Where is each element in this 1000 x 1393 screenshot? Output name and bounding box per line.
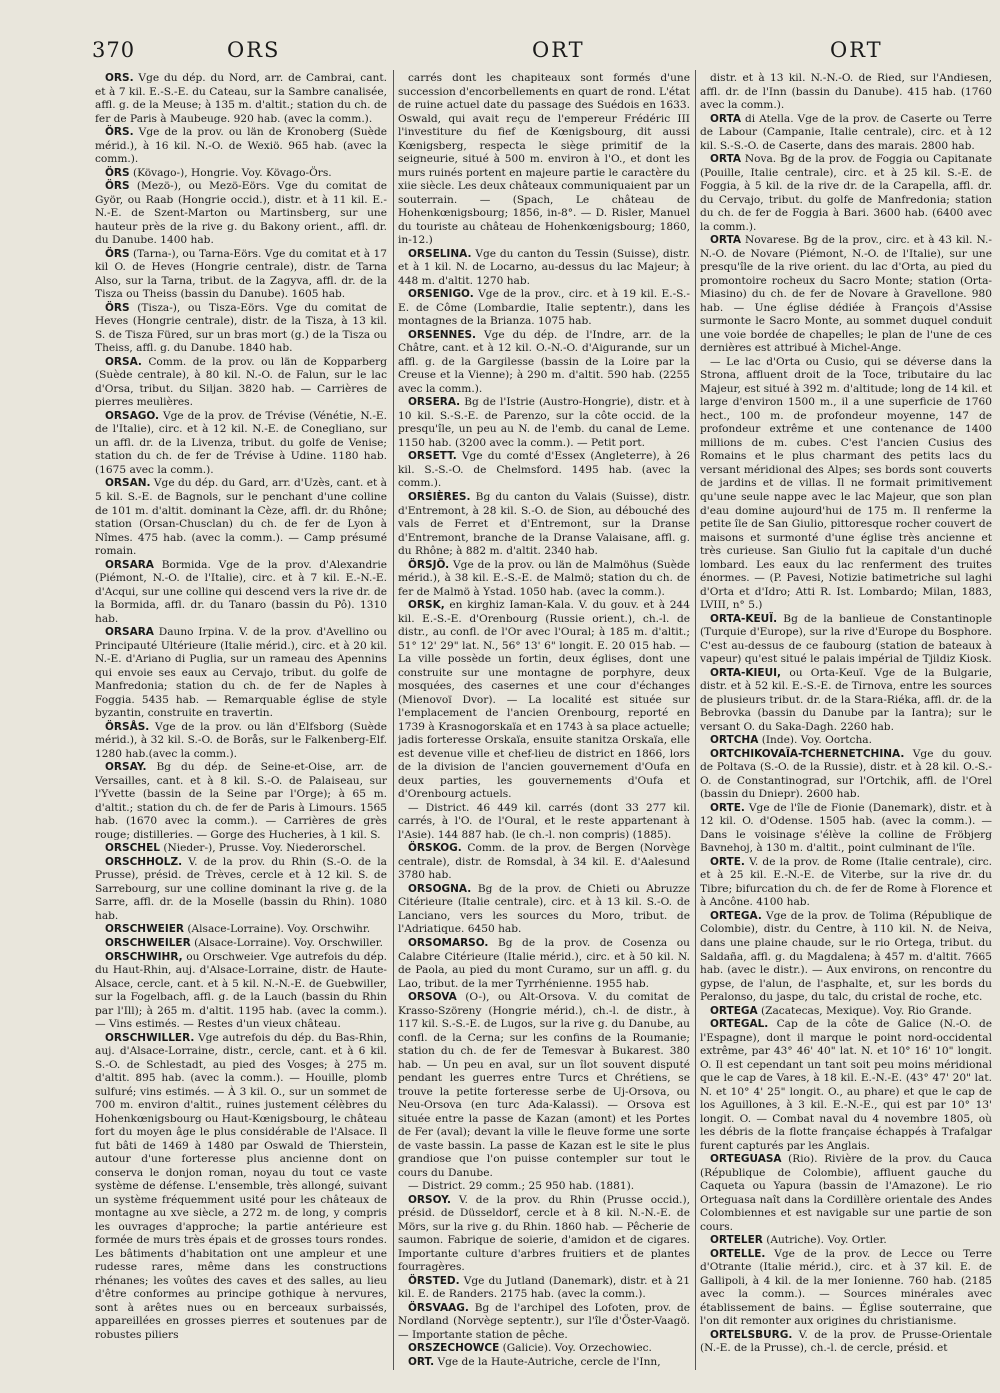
entry-text: (Tisza-), ou Tisza-Eörs. Vge du comitat de Heves (Hongrie centrale), distr. de la Tisza, à 13 kil. S. de Tisza Füred, sur un bras mort (g.) de la Tisza ou Theiss, affl. g. du Danube. 1840 hab.	[95, 301, 387, 355]
entry-text: (Galicie). Voy. Orzechowiec.	[502, 1342, 652, 1355]
entry-headword: ORSCHWILLER.	[105, 1031, 195, 1044]
dictionary-entry	[398, 599, 690, 802]
dictionary-entry	[700, 153, 992, 234]
dictionary-entry	[700, 356, 992, 613]
entry-text: (Nieder-), Prusse. Voy. Niederorschel.	[163, 842, 366, 855]
entry-headword: ORSA.	[105, 355, 142, 368]
dictionary-entry	[398, 1342, 690, 1356]
dictionary-entry	[700, 1018, 992, 1153]
dictionary-entry	[95, 951, 387, 1032]
dictionary-entry	[95, 721, 387, 762]
entry-text: (Zacatecas, Mexique). Voy. Rio Grande.	[761, 1004, 972, 1017]
entry-headword: ÖRSÅS.	[105, 720, 150, 733]
entry-headword: ORTE.	[710, 801, 745, 814]
entry-text: Vge de la prov. de Trévise (Vénétie, N.-E. de l'Italie), circ. et à 12 kil. N.-E. de Conegliano, sur un affl. dr. de la Livenza, tribut. du golfe de Venise; station du ch. de fer de Trévise à Udine. 1180 hab. (1675 avec la comm.).	[95, 409, 387, 476]
entry-headword: ORSK,	[408, 599, 445, 612]
dictionary-entry	[398, 842, 690, 883]
dictionary-entry	[398, 288, 690, 329]
entry-headword: ORSOGNA.	[408, 882, 472, 895]
dictionary-entry	[700, 1248, 992, 1329]
entry-text: (Alsace-Lorraine). Voy. Orschwihr.	[187, 923, 371, 936]
entry-text: Vge du dép. du Gard, arr. d'Uzès, cant. et à 5 kil. S.-E. de Bagnols, sur le penchant d'une colline de 101 m. d'altit. dominant la Cèze, affl. dr. du Rhône; station (Orsan-Chusclan) du ch. de fer de Lyon à Nîmes. 475 hab. (avec la comm.). — Camp présumé romain.	[95, 477, 387, 558]
entry-headword: ORSCHWEIER	[105, 923, 184, 936]
entry-headword: ORSETT.	[408, 450, 457, 463]
entry-text: Bg de la prov. de Cosenza ou Calabre Citérieure (Italie mérid.), circ. et à 50 kil. N. de Paola, au pied du mont Curamo, sur un affl. g. du Lao, tribut. de la mer Tyrrhénienne. 1955 hab.	[398, 937, 690, 990]
entry-headword: ORSELINA.	[408, 247, 472, 260]
entry-headword: ÖRSJÖ.	[408, 558, 450, 571]
entry-text: Vge de la Haute-Autriche, cercle de l'Inn,	[437, 1355, 661, 1368]
entry-headword: ÖRS	[105, 247, 130, 260]
entry-text: Vge autrefois du dép. du Bas-Rhin, auj. d'Alsace-Lorraine, distr., cercle, cant. et à 6 kil. S.-O. de Schlestadt, au pied des Vosges; à 275 m. d'altit. 895 hab. (avec la comm.). — Houille, plomb sulfuré; vins estimés. — À 3 kil. O., sur un sommet de 700 m. environ d'altit., ruines justement célèbres du Hohenkœnigsbourg ou Haut-Kœnigsbourg, le château fort du moyen âge le plus considérable de l'Alsace. Il fut bâti de 1469 à 1480 par Oswald de Thierstein, autour d'une forteresse plus ancienne dont on conserva le donjon roman, noyau du tout ce vaste système de défense. L'ensemble, très allongé, suivant un système fréquemment usité pour les châteaux de montagne au xve siècle, a 272 m. de long, y compris les ouvrages d'approche; la partie antérieure est formée de murs très épais et de grosses tours rondes. Les bâtiments d'habitation ont une ampleur et une rudesse rares, même dans les constructions rhénanes; les voûtes des caves et des salles, au lieu d'être conformes au principe gothique à nervures, sont à arêtes nues ou en berceaux surbaissés, appareillées en grosses pierres et soutenues par de robustes piliers	[95, 1031, 387, 1341]
entry-headword: ORTEGA	[710, 1004, 758, 1017]
dictionary-entry	[95, 559, 387, 627]
entry-headword: ORSOVA	[408, 991, 457, 1004]
entry-text: Vge de la prov. de Lecce ou Terre d'Otrante (Italie mérid.), circ. et à 37 kil. E. de Gallipoli, à 4 kil. de la mer Ionienne. 760 hab. (2185 avec la comm.). — Sources minérales avec établissement de bains. — Église souterraine, que l'on dit remonter aux origines du christianisme.	[700, 1247, 992, 1328]
dictionary-entry	[398, 1356, 690, 1370]
entry-headword: ORTA	[710, 153, 742, 166]
entry-headword: ORSCHHOLZ.	[105, 855, 183, 868]
entry-headword: ORTELLE.	[710, 1247, 766, 1260]
entry-text: Novarese. Bg de la prov., circ. et à 43 kil. N.-N.-O. de Novare (Piémont, N.-O. de l'Italie), sur une presqu'île de la rive orient. du lac d'Orta, au pied du promontoire rocheux du Sacro Monte; station (Orta-Miasino) du ch. de fer de Novare à Gravellone. 980 hab. — Une église dédiée à François d'Assise surmonte le Sacro Monte, au sommet duquel conduit une voie bordée de chapelles; le plan de l'une de ces dernières est attribué à Michel-Ange.	[700, 234, 992, 355]
dictionary-entry	[398, 991, 690, 1180]
dictionary-entry	[700, 910, 992, 1005]
entry-text: Bg de la prov. de Chieti ou Abruzze Citérieure (Italie centrale), circ. et à 13 kil. S.-O. de Lanciano, vers les sources du Moro, tribut. de l'Adriatique. 6450 hab.	[398, 882, 690, 936]
entry-headword: ÖRS	[105, 301, 130, 314]
entry-text: Vge de la prov. ou län d'Elfsborg (Suède mérid.), à 32 kil. S.-O. de Borås, sur le Falkenberg-Elf. 1280 hab.(avec la comm.).	[95, 720, 387, 760]
dictionary-entry	[398, 937, 690, 991]
center-running-head: ORT	[532, 38, 585, 62]
entry-text: — District. 46 449 kil. carrés (dont 33 277 kil. carrés, à l'O. de l'Oural, et le reste appartenant à l'Asie). 144 887 hab. (le ch.-l. non compris) (1885).	[398, 801, 690, 841]
dictionary-entry	[700, 234, 992, 356]
entry-headword: ORTA	[710, 234, 742, 247]
dictionary-entry	[700, 113, 992, 154]
entry-text: Vge du dép. du Nord, arr. de Cambrai, cant. et à 7 kil. E.-S.-E. du Cateau, sur la Sambre canalisée, affl. g. de la Meuse; à 135 m. d'altit.; station du ch. de fer de Paris à Maubeuge. 920 hab. (avec la comm.).	[95, 72, 387, 125]
running-header	[92, 38, 952, 68]
entry-headword: ÖRS.	[105, 126, 134, 139]
entry-text: V. de la prov. du Rhin (S.-O. de la Prusse), présid. de Trèves, cercle et à 12 kil. S. de Sarrebourg, sur une colline dominant la rive g. de la Sarre, affl. dr. de la Moselle (bassin du Rhin). 1080 hab.	[95, 855, 387, 922]
entry-headword: ÖRS	[105, 180, 130, 193]
entry-headword: ORSAGO.	[105, 409, 160, 422]
dictionary-entry	[700, 1234, 992, 1248]
entry-headword: ORS.	[105, 72, 134, 84]
entry-headword: ORSCHEL	[105, 842, 160, 855]
entry-headword: ÖRSVAAG.	[408, 1301, 469, 1314]
entry-text: ou Orta-Keuï. Vge de la Bulgarie, distr. et à 52 kil. E.-S.-E. de Tirnova, entre les sources de plusieurs tribut. dr. de la Stara-Riéka, affl. dr. de la Bebrovka (bassin du Danube par la Iantra); sur le versant O. du Saka-Dagh. 2260 hab.	[700, 666, 992, 733]
entry-headword: ORT.	[408, 1355, 435, 1368]
entry-text: Vge de la prov. de Tolima (République de Colombie), distr. du Centre, à 110 kil. N. de Neiva, dans une plaine chaude, sur le rio Ortega, tribut. du Saldaña, affl. g. du Magdalena; à 457 m. d'altit. 7665 hab. (avec le distr.). — Aux environs, on rencontre du gypse, de l'alun, de l'asphalte, et, sur les bords du Peralonso, du jaspe, du talc, du cristal de roche, etc.	[700, 909, 992, 1004]
text-column-left	[95, 72, 387, 1381]
entry-text: V. de la prov. du Rhin (Prusse occid.), présid. de Düsseldorf, cercle et à 8 kil. N.-N.-E. de Mörs, sur la rive g. du Rhin. 1860 hab. — Pêcherie de saumon. Fabrique de soierie, d'amidon et de cigares. Importante culture d'arbres fruitiers et de plantes fourragères.	[398, 1193, 690, 1274]
dictionary-entry	[700, 1005, 992, 1019]
dictionary-entry	[398, 559, 690, 600]
dictionary-entry	[95, 302, 387, 356]
entry-headword: ORTELER	[710, 1234, 763, 1247]
dictionary-entry	[398, 802, 690, 843]
dictionary-entry	[398, 329, 690, 397]
entry-text: Vge de la prov. ou län de Malmöhus (Suède mérid.), à 38 kil. E.-S.-E. de Malmö; station du ch. de fer de Malmö à Ystad. 1050 hab. (avec la comm.).	[398, 558, 690, 598]
entry-text: — Le lac d'Orta ou Cusio, qui se déverse dans la Strona, affluent droit de la Toce, tributaire du lac Majeur, est situé à 392 m. d'altitude; long de 14 kil. et large d'environ 1500 m., il a une superficie de 1760 hect., 100 m. de profondeur moyenne, 147 de profondeur extrême et une contenance de 1400 millions de m. cubes. C'est l'ancien Cusius des Romains et le plus charmant des petits lacs du versant méridional des Alpes; ses bords sont couverts de jardins et de villas. Il ne formait primitivement qu'une seule nappe avec le lac Majeur, que son plan d'eau domine aujourd'hui de 175 m. Il renferme la petite île de San Giulio, pittoresque rocher couvert de maisons et surmonté d'une église très ancienne et très curieuse. San Giulio fut la capitale d'un duché lombard. Les eaux du lac renferment des truites énormes. — (P. Pavesi, Notizie batimetriche sul laghi d'Orta et d'Idro; Atti R. Ist. Lombardo; Milan, 1883, LVIII, n° 5.)	[700, 355, 992, 612]
entry-text: (O-), ou Alt-Orsova. V. du comitat de Krasso-Szöreny (Hongrie mérid.), ch.-l. de distr., à 117 kil. S.-S.-E. de Lugos, sur la rive g. du Danube, au confl. de la Cerna; sur les confins de la Roumanie; station du ch. de fer de Temesvar à Bukarest. 380 hab. — Un peu en aval, sur un îlot souvent disputé pendant les guerres entre Turcs et Chrétiens, se trouve la petite forteresse serbe de Uj-Orsova, ou Neu-Orsova (en turc Ada-Kalassi). — Orsova est située entre la passe de Kazan (amont) et les Portes de Fer (aval); devant la ville le fleuve forme une sorte de vaste bassin. La passe de Kazan est le site le plus grandiose que l'on puisse contempler sur tout le cours du Danube.	[398, 991, 690, 1179]
entry-headword: ORTEGUASA	[710, 1153, 782, 1166]
dictionary-entry	[700, 1329, 992, 1356]
dictionary-entry	[95, 761, 387, 842]
entry-headword: ÖRS	[105, 166, 130, 179]
dictionary-entry	[95, 180, 387, 248]
entry-text: Vge de l'île de Fionie (Danemark), distr. et à 12 kil. O. d'Odense. 1505 hab. (avec la comm.). — Dans le voisinage s'élève la colline de Fröbjerg Bavnehoj, à 130 m. d'altit., point culminant de l'île.	[700, 801, 992, 855]
entry-text: di Atella. Vge de la prov. de Caserte ou Terre de Labour (Campanie, Italie centrale), circ. et à 12 kil. S.-S.-O. de Caserte, dans des marais. 2800 hab.	[700, 112, 992, 152]
entry-headword: ORSAY.	[105, 761, 147, 774]
entry-text: Vge du Jutland (Danemark), distr. et à 21 kil. E. de Randers. 2175 hab. (avec la comm.).	[398, 1274, 690, 1301]
entry-headword: ÖRSTED.	[408, 1274, 460, 1287]
entry-headword: ORSOY.	[408, 1193, 451, 1206]
column-divider	[393, 70, 394, 1370]
entry-text: Vge du dép. de l'Indre, arr. de la Châtre, cant. et à 12 kil. O.-N.-O. d'Aigurande, sur un affl. g. de la Gargilesse (bassin de la Loire par la Creuse et la Vienne); à 290 m. d'altit. 590 hab. (2255 avec la comm.).	[398, 328, 690, 395]
entry-text: Bg de l'archipel des Lofoten, prov. de Nordland (Norvège septentr.), sur l'île d'Öster-Vaagö. — Importante station de pêche.	[398, 1301, 690, 1341]
dictionary-entry	[398, 248, 690, 289]
entry-text: (Autriche). Voy. Ortler.	[766, 1234, 887, 1247]
entry-text: en kirghiz Iaman-Kala. V. du gouv. et à 244 kil. E.-S.-E. d'Orenbourg (Russie orient.), ch.-l. de distr., au confl. de l'Or avec l'Oural; à 185 m. d'altit.; 51° 12' 29" lat. N., 56° 13' 6" longit. E. 20 015 hab. — La ville possède un fortin, deux églises, dont une construite sur une montagne de porphyre, deux mosquées, des casernes et une cour d'échanges (Mienovoï Dvor). — La localité est située sur l'emplacement de l'ancien Orenbourg, reporté en 1739 à Krasnogorskaïa et en 1743 à sa place actuelle; jadis forteresse Orskaïa, ensuite stanitza Orskaïa, elle est devenue ville et chef-lieu de district en 1866, lors de la division de l'ancien gouvernement d'Oufa en deux parties, les gouvernements d'Oufa et d'Orenbourg actuels.	[398, 599, 690, 801]
entry-text: Vge du comté d'Essex (Angleterre), à 26 kil. S.-S.-O. de Chelmsford. 1495 hab. (avec la comm.).	[398, 450, 690, 490]
entry-headword: ORSENIGO.	[408, 288, 474, 301]
dictionary-entry	[700, 734, 992, 748]
entry-headword: ORTEGA.	[710, 909, 762, 922]
dictionary-entry	[95, 923, 387, 937]
dictionary-entry	[398, 1302, 690, 1343]
text-column-right	[700, 72, 992, 1381]
entry-text: Bormida. Vge de la prov. d'Alexandrie (Piémont, N.-O. de l'Italie), circ. et à 7 kil. E.-N.-E. d'Acqui, sur une colline qui descend vers la rive dr. de la Bormida, affl. dr. du Tanaro (bassin du Pô). 1310 hab.	[95, 558, 387, 625]
dictionary-entry	[398, 491, 690, 559]
entry-headword: ORSIÈRES.	[408, 490, 471, 503]
dictionary-entry	[95, 410, 387, 478]
entry-text: Bg du canton du Valais (Suisse), distr. d'Entremont, à 28 kil. S.-O. de Sion, au débouché des vals de Ferret et d'Entremont, sur la Dranse d'Entremont, branche de la Dranse Valaisane, affl. g. du Rhône; à 882 m. d'altit. 2340 hab.	[398, 490, 690, 558]
right-running-head: ORT	[830, 38, 883, 62]
dictionary-entry	[95, 477, 387, 558]
entry-headword: ORSENNES.	[408, 328, 477, 341]
entry-text: Nova. Bg de la prov. de Foggia ou Capitanate (Pouille, Italie centrale), circ. et à 25 kil. S.-E. de Foggia, à 5 kil. de la rive dr. de la Carapella, affl. dr. du Cervajo, tribut. du golfe de Manfredonia; station du ch. de fer de Foggia à Bari. 3600 hab. (6400 avec la comm.).	[700, 153, 992, 233]
entry-headword: ÖRSKOG.	[408, 842, 462, 855]
dictionary-entry	[700, 667, 992, 735]
entry-headword: ORTA-KEUÏ.	[710, 612, 778, 625]
entry-headword: ORSARA	[105, 558, 154, 571]
dictionary-entry	[398, 450, 690, 491]
entry-headword: ORTA	[710, 112, 742, 125]
entry-headword: ORSERA.	[408, 396, 461, 409]
dictionary-entry	[95, 126, 387, 167]
entry-text: Comm. de la prov. de Bergen (Norvège centrale), distr. de Romsdal, à 34 kil. E. d'Aalesund 3780 hab.	[398, 842, 690, 882]
dictionary-entry	[700, 856, 992, 910]
entry-text: (Rio). Rivière de la prov. du Cauca (République de Colombie), affluent gauche du Caqueta ou Yapura (bassin de l'Amazone). Le rio Orteguasa naît dans la Cordillère orientale des Andes Colombiennes et est navigable sur une partie de son cours.	[700, 1153, 992, 1233]
entry-text: Bg du dép. de Seine-et-Oise, arr. de Versailles, cant. et à 8 kil. S.-O. de Palaiseau, sur l'Yvette (bassin de la Seine par l'Orge); à 65 m. d'altit.; station du ch. de fer de Paris à Limours. 1565 hab. (1670 avec la comm.). — Carrières de grès rouge; distilleries. — Gorge des Hucheries, à 1 kil. S.	[95, 761, 387, 841]
entry-headword: ORTELSBURG.	[710, 1328, 793, 1341]
dictionary-entry	[95, 842, 387, 856]
entry-text: — District. 29 comm.; 25 950 hab. (1881).	[408, 1180, 635, 1193]
dictionary-entry	[398, 1275, 690, 1302]
page-number: 370	[92, 38, 136, 62]
entry-text: Comm. de la prov. ou län de Kopparberg (Suède centrale), à 80 kil. N.-O. de Falun, sur le lac d'Orsa, tribut. du Siljan. 3820 hab. — Carrières de pierres meulières.	[95, 355, 387, 409]
entry-text: (Mezö-), ou Mezö-Eörs. Vge du comitat de Györ, ou Raab (Hongrie occid.), distr. et à 11 kil. E.-N.-E. de Szent-Marton ou Martinsberg, sur une hauteur près de la rive g. du Bakony orient., affl. dr. du Danube. 1400 hab.	[95, 180, 387, 247]
entry-text: (Alsace-Lorraine). Voy. Orschwiller.	[194, 937, 384, 949]
entry-text: Bg de la banlieue de Constantinople (Turquie d'Europe), sur la rive d'Europe du Bosphore. C'est au-dessus de ce faubourg (station de bateaux à vapeur) qu'est situé le palais impérial de Tjildiz Kiosk.	[700, 612, 992, 666]
dictionary-entry	[700, 613, 992, 667]
entry-text: Dauno Irpina. V. de la prov. d'Avellino ou Principauté Ultérieure (Italie mérid.), circ. et à 20 kil. N.-E. d'Ariano di Puglia, sur un rameau des Apennins qui envoie ses eaux au Cervajo, tribut. du golfe de Manfredonia; station du ch. de fer de Naples à Foggia. 5435 hab. — Remarquable église de style byzantin, construite en travertin.	[95, 626, 387, 720]
dictionary-entry	[95, 72, 387, 126]
entry-headword: ORSCHWIHR,	[105, 950, 183, 963]
entry-text: (Tarna-), ou Tarna-Eörs. Vge du comitat et à 17 kil O. de Heves (Hongrie centrale), distr. de Tarna Also, sur la Tarna, tribut. de la Zagyva, affl. dr. de la Tisza ou Theiss (bassin du Danube). 1605 hab.	[95, 247, 387, 301]
entry-text: ou Orschweier. Vge autrefois du dép. du Haut-Rhin, auj. d'Alsace-Lorraine, distr. de Haute-Alsace, cercle, cant. et à 5 kil. N.-N.-E. de Guebwiller, sur la Fogelbach, affl. g. de la Lauch (bassin du Rhin par l'Ill); à 265 m. d'altit. 1195 hab. (avec la comm.). — Vins estimés. — Restes d'un vieux château.	[95, 950, 387, 1031]
entry-headword: ORTCHIKOVAÏA-TCHERNETCHINA.	[710, 747, 905, 760]
dictionary-entry	[700, 72, 992, 113]
dictionary-entry	[700, 748, 992, 802]
entry-headword: ORSAN.	[105, 477, 151, 490]
column-divider	[695, 70, 696, 1370]
entry-text: Vge de la prov., circ. et à 19 kil. E.-S.-E. de Côme (Lombardie, Italie septentr.), dans les montagnes de la Brianza. 1075 hab.	[398, 288, 690, 328]
entry-text: Vge du gouv. de Poltava (S.-O. de la Russie), distr. et à 28 kil. O.-S.-O. de Constantinograd, sur l'Ortchik, affl. de l'Orel (bassin du Dniepr). 2600 hab.	[700, 747, 992, 801]
entry-headword: ORTE.	[710, 855, 745, 868]
entry-text: Cap de la côte de Galice (N.-O. de l'Espagne), dont il marque le point nord-occidental extrême, par 43° 46' 40" lat. N. et 10° 16' 10" longit. O. Il est cependant un tant soit peu moins méridional que le cap de Vares, à 18 kil. E.-N.-E. (43° 47' 20" lat. N. et 10° 4' 25" longit. O., au phare) et que le cap de los Aguillones, à 3 kil. E.-N.-E., qui est par 10° 13' longit. O. — Combat naval du 4 novembre 1805, où les débris de la flotte française échappés à Trafalgar furent capturés par les Anglais.	[700, 1018, 992, 1152]
dictionary-entry	[700, 1153, 992, 1234]
entry-text: V. de la prov. de Rome (Italie centrale), circ. et à 25 kil. E.-N.-E. de Viterbe, sur la rive dr. du Tibre; bifurcation du ch. de fer de Rome à Florence et à Ancône. 4100 hab.	[700, 855, 992, 909]
entry-headword: ORTCHA	[710, 734, 759, 747]
entry-text: (Inde). Voy. Oortcha.	[761, 734, 872, 747]
dictionary-entry	[95, 856, 387, 924]
left-running-head: ORS	[227, 38, 281, 62]
entry-text: Vge de la prov. ou län de Kronoberg (Suède mérid.), à 16 kil. N.-O. de Wexiö. 965 hab. (avec la comm.).	[95, 126, 387, 166]
entry-headword: ORSARA	[105, 626, 154, 639]
dictionary-entry	[398, 883, 690, 937]
entry-headword: ORSOMARSO.	[408, 937, 489, 949]
dictionary-entry	[398, 1180, 690, 1194]
dictionary-entry	[95, 626, 387, 721]
entry-text: carrés dont les chapiteaux sont formés d'une succession d'encorbellements en quart de rond. L'état de ruine actuel date du passage des Suédois en 1633. Oswald, qui avait reçu de l'empereur Frédéric III l'investiture du fief de Kœnigsbourg, dit aussi Kœnigsberg, respecta le siège primitif de la seigneurie, situé à 500 m. environ à l'O., et dont les murs ruinés portent en majeure partie le caractère du xiie siècle. Les deux châteaux communiquaient par un souterrain. — (Spach, Le château de Hohenkœnigsbourg; 1856, in-8°. — D. Risler, Manuel du touriste au château de Hohenkœnigsbourg; 1860, in-12.)	[398, 72, 690, 247]
entry-text: Vge du canton du Tessin (Suisse), distr. et à 1 kil. N. de Locarno, au-dessus du lac Majeur; à 448 m. d'altit. 1270 hab.	[398, 247, 690, 287]
dictionary-entry	[95, 248, 387, 302]
dictionary-entry	[398, 396, 690, 450]
dictionary-entry	[95, 937, 387, 951]
entry-headword: ORTEGAL.	[710, 1018, 769, 1031]
entry-headword: ORTA-KIEUI,	[710, 666, 782, 679]
text-column-middle	[398, 72, 690, 1381]
dictionary-entry	[95, 356, 387, 410]
entry-text: V. de la prov. de Prusse-Orientale (N.-E. de la Prusse), ch.-l. de cercle, présid. et	[700, 1328, 992, 1355]
entry-text: (Kövago-), Hongrie. Voy. Kövago-Örs.	[132, 166, 332, 179]
entry-text: distr. et à 13 kil. N.-N.-O. de Ried, sur l'Andiesen, affl. dr. de l'Inn (bassin du Danube). 415 hab. (1760 avec la comm.).	[700, 72, 992, 112]
dictionary-entry	[95, 167, 387, 181]
entry-headword: ORSCHWEILER	[105, 937, 191, 949]
dictionary-entry	[700, 802, 992, 856]
entry-text: Bg de l'Istrie (Austro-Hongrie), distr. et à 10 kil. S.-S.-E. de Parenzo, sur la côte occid. de la presqu'île, un peu au N. de l'emb. du canal de Leme. 1150 hab. (3200 avec la comm.). — Petit port.	[398, 396, 690, 449]
dictionary-entry	[95, 1032, 387, 1343]
dictionary-entry	[398, 1194, 690, 1275]
dictionary-entry	[398, 72, 690, 248]
entry-headword: ORSZECHOWCE	[408, 1342, 500, 1355]
